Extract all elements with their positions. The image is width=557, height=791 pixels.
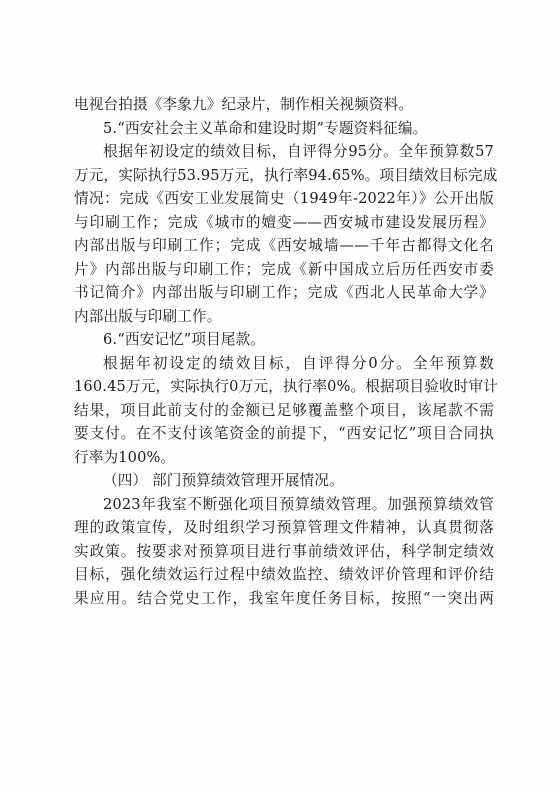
text-line-14: 结果，项目此前支付的金额已足够覆盖整个项目，该尾款不需 xyxy=(74,401,494,419)
text-line-3: 根据年初设定的绩效目标，自评得分95分。全年预算数57 xyxy=(103,143,494,160)
text-line-9: 书记简介》内部出版与印刷工作；完成《西北人民革命大学》 xyxy=(74,284,494,301)
section-heading-6: 6.“西安记忆”项目尾款。 xyxy=(103,331,266,348)
text-line-22: 果应用。结合党史工作，我室年度任务目标，按照“一突出两 xyxy=(74,589,494,607)
text-line-16: 行率为100%。 xyxy=(74,448,176,466)
text-line-15: 要支付。在不支付该笔资金的前提下，“西安记忆”项目合同执 xyxy=(74,425,494,442)
text-line-8: 片》内部出版与印刷工作；完成《新中国成立后历任西安市委 xyxy=(74,260,494,278)
text-line-4: 万元，实际执行53.95万元，执行率94.65%。项目绩效目标完成 xyxy=(74,166,498,184)
text-line-1: 电视台拍摄《李象九》纪录片，制作相关视频资料。 xyxy=(74,96,414,113)
text-line-6: 与印刷工作；完成《城市的嬗变——西安城市建设发展历程》 xyxy=(74,213,494,231)
body-text xyxy=(74,93,498,610)
text-line-12: 根据年初设定的绩效目标，自评得分0分。全年预算数 xyxy=(103,354,494,372)
section-heading-4: （四） 部门预算绩效管理开展情况。 xyxy=(103,472,344,489)
text-line-21: 目标，强化绩效运行过程中绩效监控、绩效评价管理和评价结 xyxy=(74,566,494,583)
text-line-10: 内部出版与印刷工作。 xyxy=(74,307,222,325)
text-line-5: 情况：完成《西安工业发展简史（1949年-2022年）》公开出版 xyxy=(74,190,494,207)
text-line-20: 实政策。按要求对预算项目进行事前绩效评估，科学制定绩效 xyxy=(74,542,494,560)
section-heading-5: 5.“西安社会主义革命和建设时期”专题资料征编。 xyxy=(103,119,428,137)
text-line-19: 理的政策宣传，及时组织学习预算管理文件精神，认真贯彻落 xyxy=(74,519,494,536)
text-line-13: 160.45万元，实际执行0万元，执行率0%。根据项目验收时审计 xyxy=(74,378,498,395)
text-line-7: 内部出版与印刷工作；完成《西安城墙——千年古都得文化名 xyxy=(74,237,494,254)
text-line-18: 2023年我室不断强化项目预算绩效管理。加强预算绩效管 xyxy=(103,495,494,513)
